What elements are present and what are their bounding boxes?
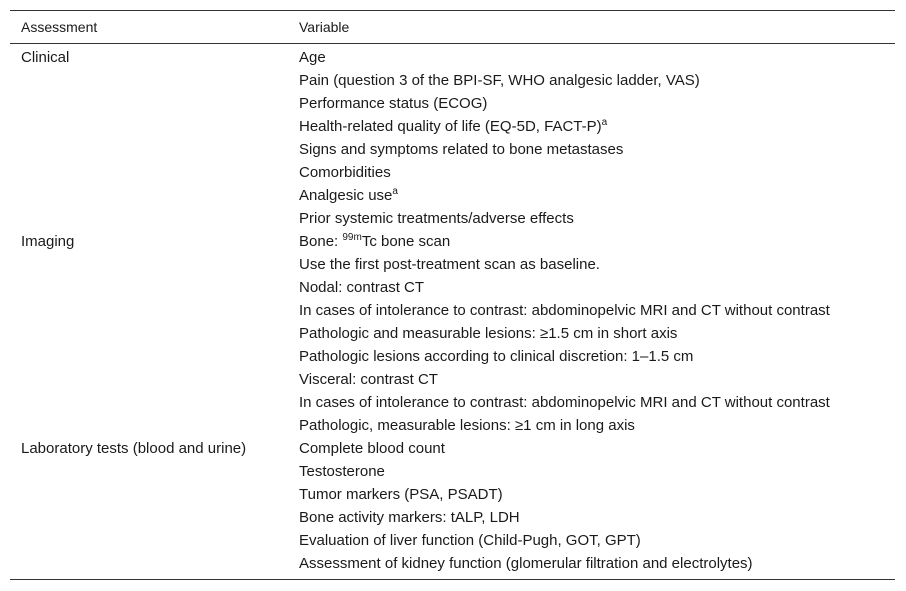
assessment-cell <box>10 46 288 69</box>
variable-line <box>299 207 895 230</box>
variable-cell <box>288 437 895 575</box>
variable-text: In cases of intolerance to contrast: abdominopelvic MRI and CT without contrast <box>299 302 830 319</box>
variable-text: Complete blood count <box>299 440 445 457</box>
variable-text: Signs and symptoms related to bone metastases <box>299 141 624 158</box>
variable-line <box>299 414 895 437</box>
variable-cell <box>288 46 895 230</box>
variable-line <box>299 161 895 184</box>
variable-text: In cases of intolerance to contrast: abdominopelvic MRI and CT without contrast <box>299 394 830 411</box>
header-variable: Variable <box>299 19 350 35</box>
variable-line <box>299 345 895 368</box>
superscript-note: a <box>392 186 398 197</box>
variable-line <box>299 529 895 552</box>
header-assessment: Assessment <box>21 19 98 35</box>
table-body <box>10 44 895 579</box>
variable-line <box>299 483 895 506</box>
variable-text: Bone activity markers: tALP, LDH <box>299 509 520 526</box>
assessment-label: Imaging <box>21 233 75 250</box>
variable-text: Assessment of kidney function (glomerular filtration and electrolytes) <box>299 555 753 572</box>
variable-text: Pain (question 3 of the BPI-SF, WHO analgesic ladder, VAS) <box>299 72 700 89</box>
variable-text: Pathologic lesions according to clinical discretion: 1–1.5 cm <box>299 348 694 365</box>
variable-text: Evaluation of liver function (Child-Pugh, GOT, GPT) <box>299 532 641 549</box>
variable-line <box>299 230 895 253</box>
variable-line <box>299 299 895 322</box>
variable-text: Pathologic and measurable lesions: ≥1.5 cm in short axis <box>299 325 678 342</box>
assessment-table <box>10 10 895 580</box>
variable-text: Pathologic, measurable lesions: ≥1 cm in long axis <box>299 417 635 434</box>
variable-line <box>299 368 895 391</box>
variable-text: Prior systemic treatments/adverse effects <box>299 210 574 227</box>
assessment-cell <box>10 437 288 460</box>
variable-text: Visceral: contrast CT <box>299 371 438 388</box>
variable-line <box>299 437 895 460</box>
variable-line <box>299 460 895 483</box>
variable-text: Nodal: contrast CT <box>299 279 425 296</box>
variable-text: Use the first post-treatment scan as baseline. <box>299 256 600 273</box>
variable-line <box>299 69 895 92</box>
variable-line <box>299 138 895 161</box>
variable-line <box>299 391 895 414</box>
table-header-row <box>10 11 895 43</box>
variable-text: Age <box>299 49 326 66</box>
variable-line <box>299 253 895 276</box>
variable-text: Tumor markers (PSA, PSADT) <box>299 486 503 503</box>
variable-line <box>299 115 895 138</box>
variable-line <box>299 322 895 345</box>
variable-text: Testosterone <box>299 463 385 480</box>
table-group <box>10 437 895 575</box>
assessment-label: Clinical <box>21 49 70 66</box>
variable-line <box>299 184 895 207</box>
assessment-label: Laboratory tests (blood and urine) <box>21 440 247 457</box>
variable-text: Comorbidities <box>299 164 391 181</box>
variable-cell <box>288 230 895 437</box>
variable-text-suffix: Tc bone scan <box>361 233 451 250</box>
variable-line <box>299 552 895 575</box>
variable-text: Analgesic use <box>299 187 393 204</box>
variable-line <box>299 506 895 529</box>
table-bottom-rule <box>10 579 895 580</box>
assessment-cell <box>10 230 288 253</box>
table-group <box>10 46 895 230</box>
superscript-note: a <box>601 117 608 128</box>
superscript-note: 99m <box>342 232 362 243</box>
variable-text: Performance status (ECOG) <box>299 95 488 112</box>
variable-line <box>299 46 895 69</box>
variable-line <box>299 92 895 115</box>
variable-text: Bone: <box>299 233 343 250</box>
table-group <box>10 230 895 437</box>
variable-text: Health-related quality of life (EQ-5D, FACT-P) <box>299 118 602 135</box>
variable-line <box>299 276 895 299</box>
